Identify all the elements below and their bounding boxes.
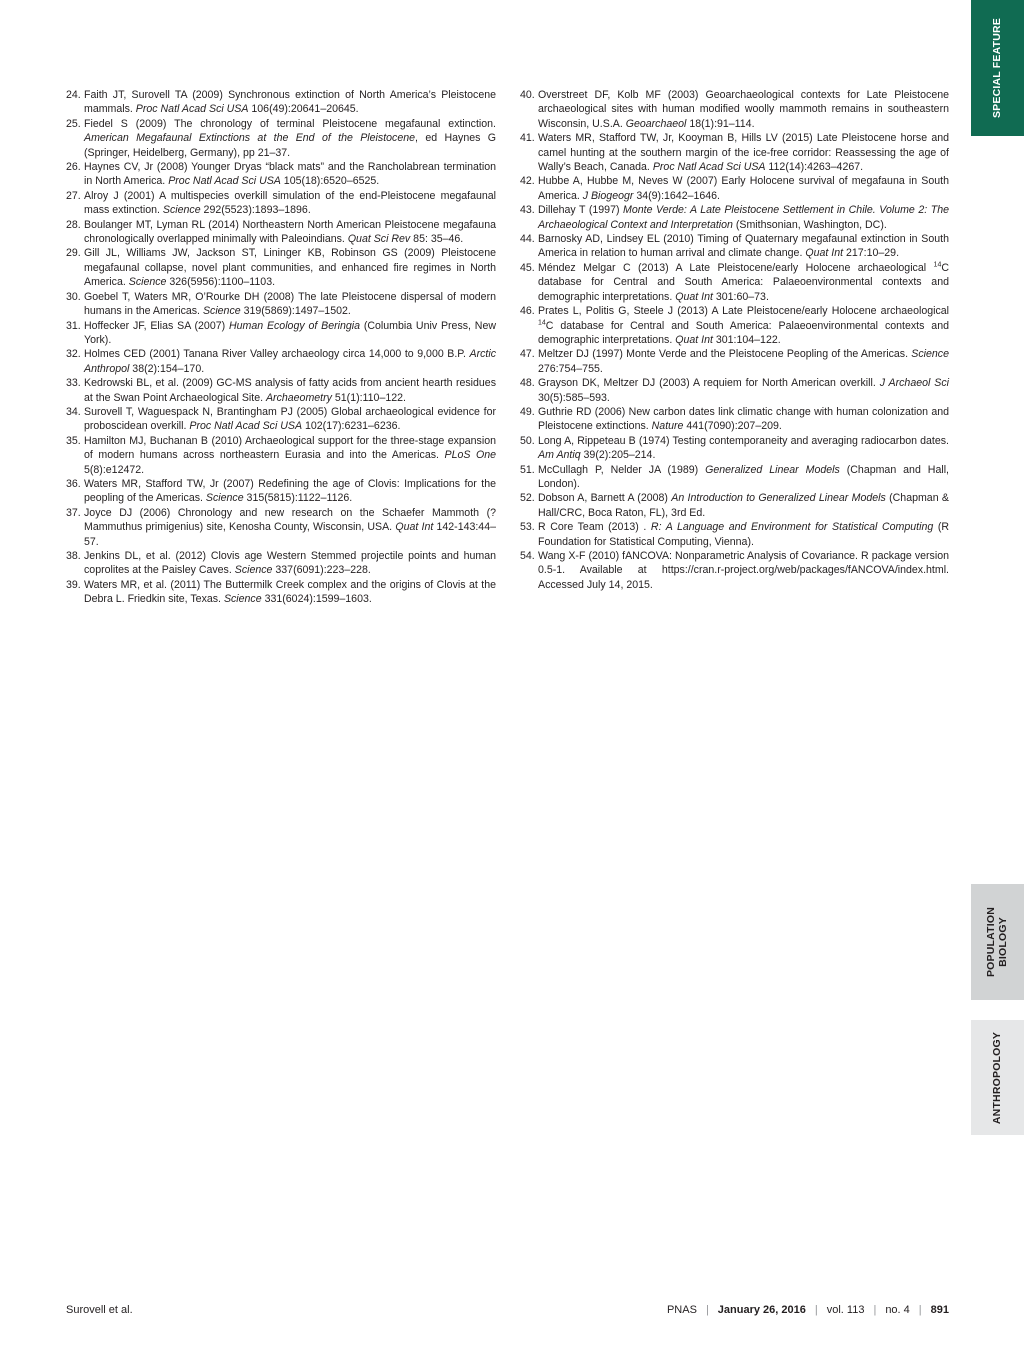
footer-date: January 26, 2016 [717, 1304, 806, 1316]
reference-number: 33. [66, 377, 81, 390]
reference-number: 40. [520, 89, 535, 101]
reference-number: 41. [520, 132, 535, 145]
reference-item [520, 131, 949, 174]
reference-text: Fiedel S (2009) The chronology of terminal Pleistocene megafaunal extinction. American Megafaunal Extinctions at the End of the Pleistocene, ed Haynes G (Springer, Heidelberg, Germany), pp 21–37. [84, 117, 497, 159]
reference-item [520, 520, 949, 549]
reference-item [520, 347, 949, 376]
reference-text: Waters MR, Stafford TW, Jr (2007) Redefining the age of Clovis: Implications for the peopling of the Americas. Science 315(5815):1122–1126. [84, 477, 496, 505]
reference-number: 53. [520, 521, 535, 534]
reference-item [520, 491, 949, 520]
reference-text: Holmes CED (2001) Tanana River Valley archaeology circa 14,000 to 9,000 B.P. Arctic Anthropol 38(2):154–170. [84, 348, 496, 375]
footer-citation [667, 1302, 949, 1318]
reference-item [66, 506, 496, 549]
reference-number: 30. [66, 290, 81, 303]
footer-volume: vol. 113 [826, 1304, 865, 1316]
reference-number: 52. [520, 492, 535, 505]
references-left-column [66, 88, 496, 607]
reference-text: Jenkins DL, et al. (2012) Clovis age Western Stemmed projectile points and human coprolites at the Paisley Caves. Science 337(6091):223–228. [84, 550, 496, 577]
reference-item [66, 218, 496, 247]
reference-text: Hoffecker JF, Elias SA (2007) Human Ecology of Beringia (Columbia Univ Press, New York). [84, 319, 496, 346]
reference-number: 25. [66, 117, 81, 130]
reference-text: Boulanger MT, Lyman RL (2014) Northeastern North American Pleistocene megafauna chronologically overlapped minimally with Paleoindians. Quat Sci Rev 85: 35–46. [84, 218, 496, 246]
reference-number: 46. [520, 305, 535, 318]
reference-number: 34. [66, 405, 81, 418]
reference-number: 44. [520, 233, 535, 246]
reference-number: 48. [520, 377, 535, 390]
reference-number: 47. [520, 348, 535, 361]
reference-item [520, 174, 949, 203]
footer-separator: | [705, 1304, 709, 1316]
reference-text: Barnosky AD, Lindsey EL (2010) Timing of Quaternary megafaunal extinction in South America in relation to human arrival and climate change. Quat Int 217:10–29. [538, 233, 949, 260]
reference-text: Waters MR, et al. (2011) The Buttermilk Creek complex and the origins of Clovis at the Debra L. Friedkin site, Texas. Science 331(6024):1599–1603. [84, 578, 496, 606]
special-feature-label: SPECIAL FEATURE [991, 17, 1004, 119]
reference-text: Kedrowski BL, et al. (2009) GC-MS analysis of fatty acids from ancient hearth residues at the Swan Point Archaeological Site. Archaeometry 51(1):110–122. [84, 377, 496, 404]
footer-separator: | [873, 1304, 877, 1316]
reference-item [520, 304, 949, 347]
reference-number: 50. [520, 434, 535, 447]
reference-item [66, 189, 496, 218]
reference-text: Prates L, Politis G, Steele J (2013) A Late Pleistocene/early Holocene archaeological $^{14}$C database for Central and South America: Palaeoenvironmental contexts and demographic interpretations. Quat Int 301:104–122. [538, 305, 949, 346]
population-biology-label: POPULATION BIOLOGY [985, 906, 1010, 978]
reference-item [66, 376, 496, 405]
reference-number: 49. [520, 405, 535, 418]
reference-number: 28. [66, 218, 81, 231]
reference-item [520, 203, 949, 232]
reference-number: 42. [520, 175, 535, 188]
anthropology-tab [971, 1020, 1024, 1135]
reference-text: Hubbe A, Hubbe M, Neves W (2007) Early Holocene survival of megafauna in South America. J Biogeogr 34(9):1642–1646. [538, 175, 949, 202]
reference-item [66, 246, 496, 289]
reference-number: 45. [520, 261, 535, 274]
reference-item [520, 549, 949, 592]
reference-item [66, 549, 496, 578]
reference-number: 29. [66, 247, 81, 260]
footer-authors: Surovell et al. [66, 1304, 133, 1316]
reference-text: Dobson A, Barnett A (2008) An Introduction to Generalized Linear Models (Chapman & Hall/CRC, Boca Raton, FL), 3rd Ed. [538, 492, 949, 519]
reference-item [66, 477, 496, 506]
reference-text: Gill JL, Williams JW, Jackson ST, Lininger KB, Robinson GS (2009) Pleistocene megafaunal collapse, novel plant communities, and enhanced fire regimes in North America. Science 326(5956):1100–1103. [84, 247, 496, 289]
reference-number: 24. [66, 89, 81, 101]
reference-item [520, 232, 949, 261]
reference-number: 39. [66, 578, 81, 591]
reference-item [520, 376, 949, 405]
reference-text: Joyce DJ (2006) Chronology and new research on the Schaefer Mammoth (?Mammuthus primigenius) site, Kenosha County, Wisconsin, USA. Quat Int 142-143:44–57. [84, 506, 496, 548]
reference-number: 51. [520, 463, 535, 476]
reference-item [66, 405, 496, 434]
reference-item [66, 160, 496, 189]
reference-item [66, 347, 496, 376]
reference-item [520, 261, 949, 304]
references-right-column [520, 88, 949, 592]
reference-number: 27. [66, 189, 81, 202]
reference-number: 36. [66, 477, 81, 490]
reference-item [66, 578, 496, 607]
footer-separator: | [918, 1304, 922, 1316]
reference-text: Alroy J (2001) A multispecies overkill simulation of the end-Pleistocene megafaunal mass extinction. Science 292(5523):1893–1896. [84, 189, 496, 217]
special-feature-tab [971, 0, 1024, 136]
reference-text: Surovell T, Waguespack N, Brantingham PJ (2005) Global archaeological evidence for proboscidean overkill. Proc Natl Acad Sci USA 102(17):6231–6236. [84, 405, 496, 433]
reference-item [66, 290, 496, 319]
population-biology-tab [971, 884, 1024, 1000]
reference-text: Grayson DK, Meltzer DJ (2003) A requiem for North American overkill. J Archaeol Sci 30(5):585–593. [538, 377, 949, 404]
reference-item [520, 463, 949, 492]
reference-number: 32. [66, 348, 81, 361]
reference-text: Hamilton MJ, Buchanan B (2010) Archaeological support for the three-stage expansion of modern humans across northeastern Eurasia and into the Americas. PLoS One 5(8):e12472. [84, 434, 497, 476]
footer-separator: | [814, 1304, 818, 1316]
reference-number: 43. [520, 204, 535, 217]
reference-text: Goebel T, Waters MR, O’Rourke DH (2008) The late Pleistocene dispersal of modern humans in the Americas. Science 319(5869):1497–1502. [84, 290, 496, 318]
reference-text: Waters MR, Stafford TW, Jr, Kooyman B, Hills LV (2015) Late Pleistocene horse and camel hunting at the southern margin of the ice-free corridor: Reassessing the age of Wally’s Beach, Canada. Proc Natl Acad Sci USA 112(14):4263–4267. [538, 132, 949, 174]
footer-page-number: 891 [930, 1304, 949, 1316]
page-footer [66, 1302, 949, 1318]
reference-number: 37. [66, 506, 81, 519]
reference-text: Guthrie RD (2006) New carbon dates link climatic change with human colonization and Pleistocene extinctions. Nature 441(7090):207–209. [538, 405, 949, 433]
reference-item [520, 434, 949, 463]
reference-text: McCullagh P, Nelder JA (1989) Generalized Linear Models (Chapman and Hall, London). [538, 463, 950, 490]
reference-item [66, 434, 496, 477]
reference-item [66, 319, 496, 348]
footer-journal: PNAS [666, 1304, 697, 1316]
reference-text: Méndez Melgar C (2013) A Late Pleistocene/early Holocene archaeological $^{14}$C database for Central and South America: Palaeoenvironmental contexts and demographic interpretations. Quat Int 301:60–73. [538, 261, 949, 303]
reference-text: Wang X-F (2010) fANCOVA: Nonparametric Analysis of Covariance. R package version 0.5-1. Available at https://cran.r-project.org/web/packages/fANCOVA/index.html. Accessed July 14, 2015. [538, 550, 949, 591]
reference-number: 35. [66, 434, 81, 447]
reference-item [66, 88, 496, 117]
anthropology-label: ANTHROPOLOGY [991, 1031, 1004, 1124]
footer-issue: no. 4 [885, 1304, 910, 1316]
reference-text: Dillehay T (1997) Monte Verde: A Late Pleistocene Settlement in Chile. Volume 2: The Archaeological Context and Interpretation (Smithsonian, Washington, DC). [538, 204, 949, 231]
reference-text: R Core Team (2013) . R: A Language and Environment for Statistical Computing (R Foundation for Statistical Computing, Vienna). [538, 521, 950, 548]
reference-item [520, 88, 949, 131]
reference-text: Long A, Rippeteau B (1974) Testing contemporaneity and averaging radiocarbon dates. Am Antiq 39(2):205–214. [538, 434, 949, 462]
reference-number: 54. [520, 550, 535, 562]
reference-text: Overstreet DF, Kolb MF (2003) Geoarchaeological contexts for Late Pleistocene archaeological sites with human modified woolly mammoth remains in southeastern Wisconsin, U.S.A. Geoarchaeol 18(1):91–114. [538, 89, 949, 130]
reference-text: Meltzer DJ (1997) Monte Verde and the Pleistocene Peopling of the Americas. Science 276:754–755. [538, 348, 949, 375]
reference-text: Haynes CV, Jr (2008) Younger Dryas “black mats” and the Rancholabrean termination in North America. Proc Natl Acad Sci USA 105(18):6520–6525. [84, 161, 496, 188]
reference-item [520, 405, 949, 434]
reference-number: 26. [66, 161, 81, 174]
reference-number: 31. [66, 319, 81, 332]
reference-item [66, 117, 496, 160]
reference-number: 38. [66, 550, 81, 562]
reference-text: Faith JT, Surovell TA (2009) Synchronous extinction of North America’s Pleistocene mammals. Proc Natl Acad Sci USA 106(49):20641–20645. [84, 89, 496, 116]
